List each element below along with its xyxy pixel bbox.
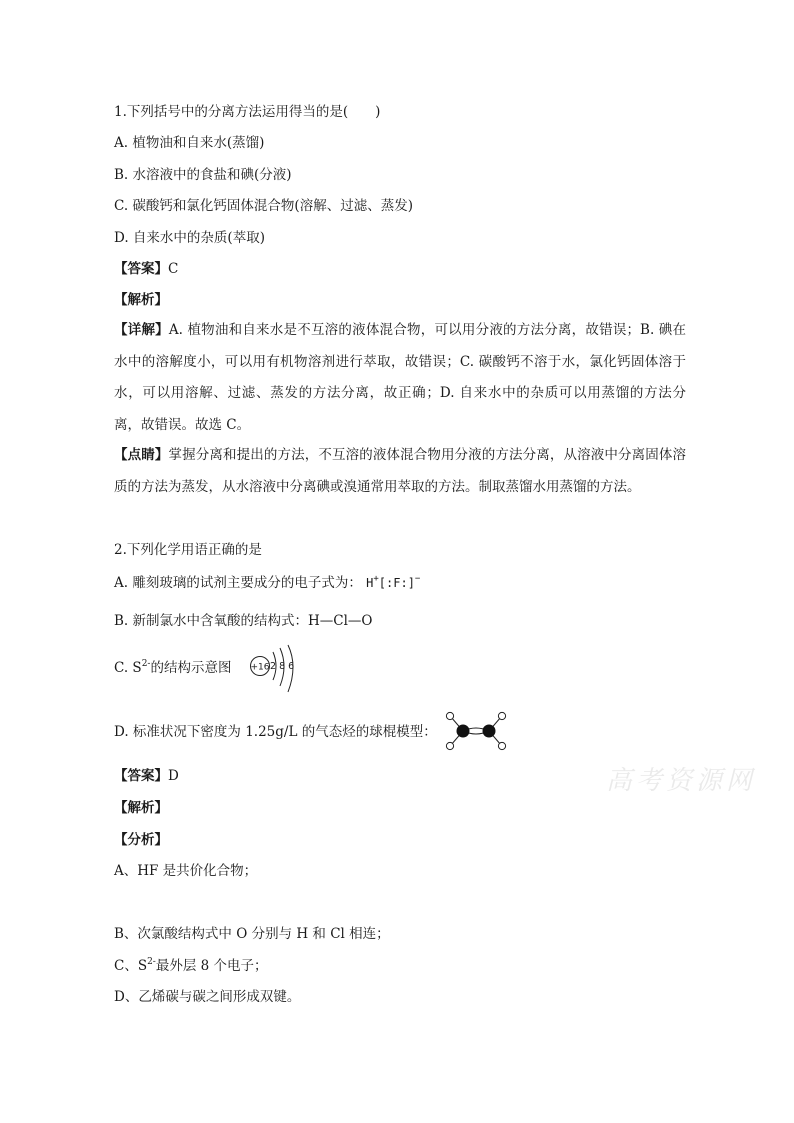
q1-option-d: D. 自来水中的杂质(萃取) [114,230,265,246]
hf-electron-formula: H+[:F:]− [366,574,421,590]
answer-tag: 【答案】 [114,261,168,277]
q2-answer: 【答案】D [114,768,179,784]
detail-tag: 【详解】 [114,322,169,338]
q1-option-c: C. 碳酸钙和氯化钙固体混合物(溶解、过滤、蒸发) [114,198,413,214]
q2-option-d: D. 标准状况下密度为 1.25g/L 的气态烃的球棍模型： [114,724,437,740]
tip-text: 掌握分离和提出的方法，不互溶的液体混合物用分液的方法分离，从溶液中分离固体溶质的方法为蒸发，从水溶液中分离碘或溴通常用萃取的方法。制取蒸馏水用蒸馏的方法。 [114,447,687,495]
q2-stem: 2.下列化学用语正确的是 [114,542,262,558]
answer-value: C [168,261,179,277]
q1-option-b: B. 水溶液中的食盐和碘(分液) [114,167,292,183]
sulfur-ion-structure-diagram [248,644,310,696]
option-a-text: A. 雕刻玻璃的试剂主要成分的电子式为： [114,575,362,591]
q2-fenxi-tag: 【分析】 [114,832,168,848]
analysis-tag: 【解析】 [114,292,168,308]
nucleus-label: +16 [250,662,270,673]
q2-option-a [114,573,420,593]
q1-tip [114,440,686,503]
q2-option-c: C. $S^{2-}$的结构示意图 [114,659,232,676]
q1-detail [114,315,686,441]
q2-option-b: B. 新制氯水中含氧酸的结构式：H—Cl—O [114,613,373,629]
q1-answer [114,259,178,279]
q1-analysis-tag [114,290,168,310]
ethylene-ball-stick-model [440,711,512,751]
q2-analysis-tag: 【解析】 [114,800,168,816]
tip-tag: 【点睛】 [114,447,169,463]
q1-option-a: A. 植物油和自来水(蒸馏) [114,135,265,151]
shell-electrons: 2 8 6 [270,661,295,672]
q2-note-c: C、$S^{2-}$最外层 8 个电子； [114,957,268,974]
q2-note-a: A、HF 是共价化合物； [114,863,258,879]
q2-note-b: B、次氯酸结构式中 O 分别与 H 和 Cl 相连； [114,926,390,942]
q2-note-d: D、乙烯碳与碳之间形成双键。 [114,989,301,1005]
detail-text: A. 植物油和自来水是不互溶的液体混合物，可以用分液的方法分离，故错误；B. 碘在水中的溶解度小，可以用有机物溶剂进行萃取，故错误；C. 碳酸钙不溶于水，氯化钙固体溶于水，可以用溶解、过滤、蒸发的方法分离，故正确；D. 自来水中的杂质可以用蒸馏的方法分离，故错误。故选 C。 [114,322,686,433]
q1-stem: 1.下列括号中的分离方法运用得当的是( ) [114,104,381,120]
watermark: 高考资源网 [606,766,757,796]
